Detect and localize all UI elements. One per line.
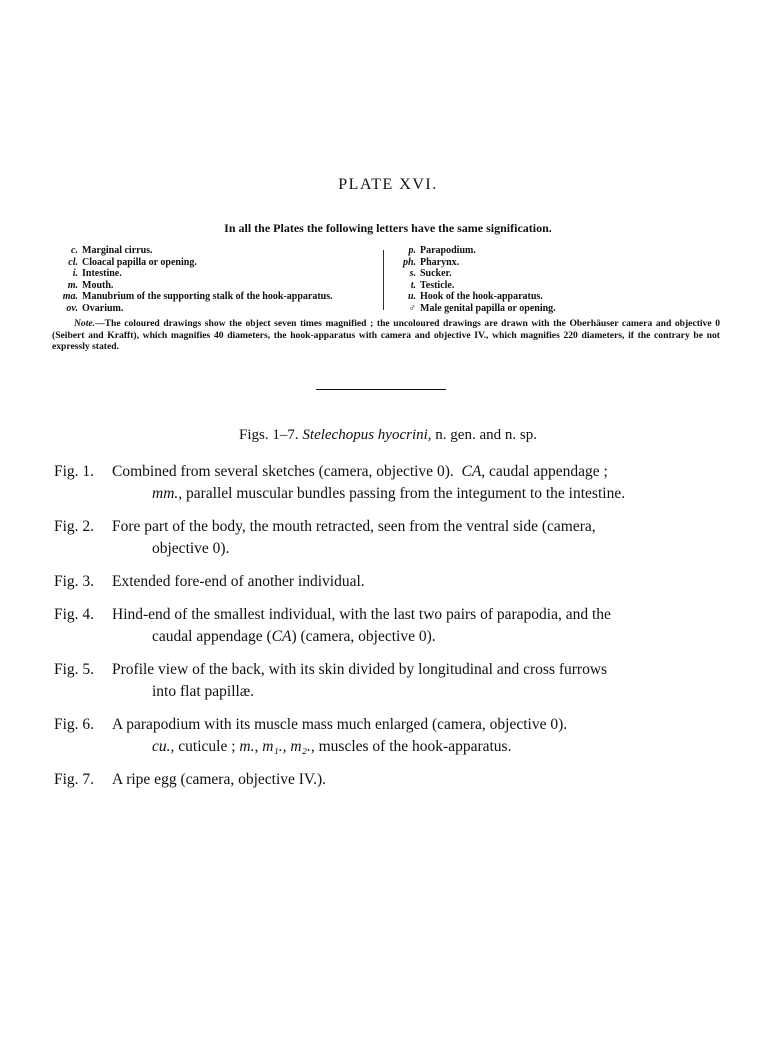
caption-part: Extended fore-end of another individual.	[112, 573, 365, 590]
legend-left-column	[45, 245, 380, 314]
figure-label: Fig. 7.	[54, 771, 95, 788]
caption-part: ) (camera, objective 0).	[291, 628, 436, 645]
legend-abbr: ma.	[62, 291, 78, 302]
figure-list	[54, 461, 722, 802]
figure-text	[112, 659, 722, 703]
caption-abbr: CA	[271, 628, 292, 645]
legend-text: Manubrium of the supporting stalk of the hook-apparatus.	[82, 291, 333, 302]
legend-abbr: u.	[407, 291, 416, 302]
figures-heading	[0, 427, 776, 444]
figure-label: Fig. 3.	[54, 573, 95, 590]
legend-text: Testicle.	[420, 279, 455, 291]
legend-entry	[383, 291, 743, 303]
caption-part: , muscles of the hook-apparatus.	[310, 738, 512, 755]
legend-abbr: t.	[410, 279, 416, 291]
figure-caption-5	[54, 659, 722, 703]
caption-part: , parallel muscular bundles passing from the integument to the intestine.	[178, 485, 626, 502]
legend-abbr: c.	[71, 245, 78, 256]
legend-entry	[45, 291, 380, 303]
caption-part: , cuticule ;	[170, 738, 236, 755]
figure-label: Fig. 2.	[54, 518, 95, 535]
figure-caption-3	[54, 571, 722, 593]
figure-text	[112, 571, 722, 593]
legend-text: Cloacal papilla or opening.	[82, 256, 197, 268]
caption-part: , caudal appendage ;	[481, 463, 608, 480]
legend-abbr: i.	[72, 268, 78, 279]
note-label: Note.	[74, 318, 96, 329]
caption-part: Fore part of the body, the mouth retracted, seen from the ventral side (camera,	[112, 518, 596, 535]
figure-caption-4	[54, 604, 722, 648]
legend-entry	[45, 257, 380, 269]
legend-entry	[383, 303, 743, 315]
figures-range: Figs. 1–7.	[239, 427, 299, 443]
caption-part: Combined from several sketches (camera, objective 0).	[112, 463, 454, 480]
figure-caption-7	[54, 769, 722, 791]
legend-entry	[383, 257, 743, 269]
legend-entry	[383, 280, 743, 292]
caption-abbr: m., m₁., m₂.	[239, 738, 311, 755]
legend-entry	[45, 245, 380, 257]
note-text: —The coloured drawings show the object seven times magnified ; the uncoloured drawings are drawn with the Oberhäuser camera and objective 0 (Seibert and Krafft), which magnifies 40 diameters, the hook-apparatus with camera and objective IV., which magnifies 220 diameters, if the contrary be not expressly stated.	[52, 318, 720, 352]
legend-entry	[383, 268, 743, 280]
figure-caption-1	[54, 461, 722, 505]
legend-text: Hook of the hook-apparatus.	[420, 291, 543, 302]
figure-text	[112, 769, 722, 791]
figure-label: Fig. 6.	[54, 716, 95, 733]
legend-abbr: s.	[409, 268, 416, 279]
section-rule	[316, 389, 446, 390]
figure-label: Fig. 4.	[54, 606, 95, 623]
caption-abbr: CA	[461, 463, 482, 480]
figure-text	[112, 461, 722, 505]
legend-abbr: ph.	[402, 256, 416, 268]
legend-text: Sucker.	[420, 268, 452, 279]
figure-caption-6	[54, 714, 722, 758]
genus-note: n. gen. and n. sp.	[435, 427, 537, 443]
plate-title: PLATE XVI.	[338, 176, 438, 193]
legend-abbr: ov.	[66, 302, 78, 314]
legend-text: Pharynx.	[420, 256, 460, 268]
legend-text: Male genital papilla or opening.	[420, 302, 556, 314]
legend-abbr: cl.	[68, 256, 78, 268]
magnification-note	[52, 318, 720, 353]
caption-part: A parapodium with its muscle mass much enlarged (camera, objective 0).	[112, 716, 568, 733]
figure-caption-2	[54, 516, 722, 560]
caption-part: A ripe egg (camera, objective IV.).	[112, 771, 327, 788]
caption-part: into flat papillæ.	[152, 683, 255, 700]
legend-abbr: m.	[67, 279, 78, 291]
caption-abbr: mm.	[152, 485, 179, 502]
legend-entry	[45, 303, 380, 315]
legend-text: Marginal cirrus.	[82, 245, 153, 256]
figure-label: Fig. 1.	[54, 463, 95, 480]
caption-abbr: cu.	[152, 738, 171, 755]
species-name: Stelechopus hyocrini,	[302, 427, 432, 443]
legend-text: Mouth.	[82, 279, 114, 291]
legend-entry	[45, 280, 380, 292]
legend-right-column	[383, 245, 743, 314]
legend-text: Parapodium.	[420, 245, 476, 256]
legend-text: Intestine.	[82, 268, 122, 279]
legend-text: Ovarium.	[82, 302, 124, 314]
figure-text	[112, 604, 722, 648]
legend-entry	[383, 245, 743, 257]
caption-part: Hind-end of the smallest individual, with the last two pairs of parapodia, and the	[112, 606, 611, 623]
legend-intro: In all the Plates the following letters have the same signification.	[224, 221, 552, 235]
figure-text	[112, 714, 722, 758]
caption-part: caudal appendage (	[152, 628, 272, 645]
legend-abbr: p.	[408, 245, 416, 256]
figure-label: Fig. 5.	[54, 661, 95, 678]
legend-abbr: ♂	[408, 302, 416, 314]
figure-text	[112, 516, 722, 560]
caption-part: objective 0).	[152, 540, 230, 557]
caption-part: Profile view of the back, with its skin divided by longitudinal and cross furrows	[112, 661, 608, 678]
legend-entry	[45, 268, 380, 280]
